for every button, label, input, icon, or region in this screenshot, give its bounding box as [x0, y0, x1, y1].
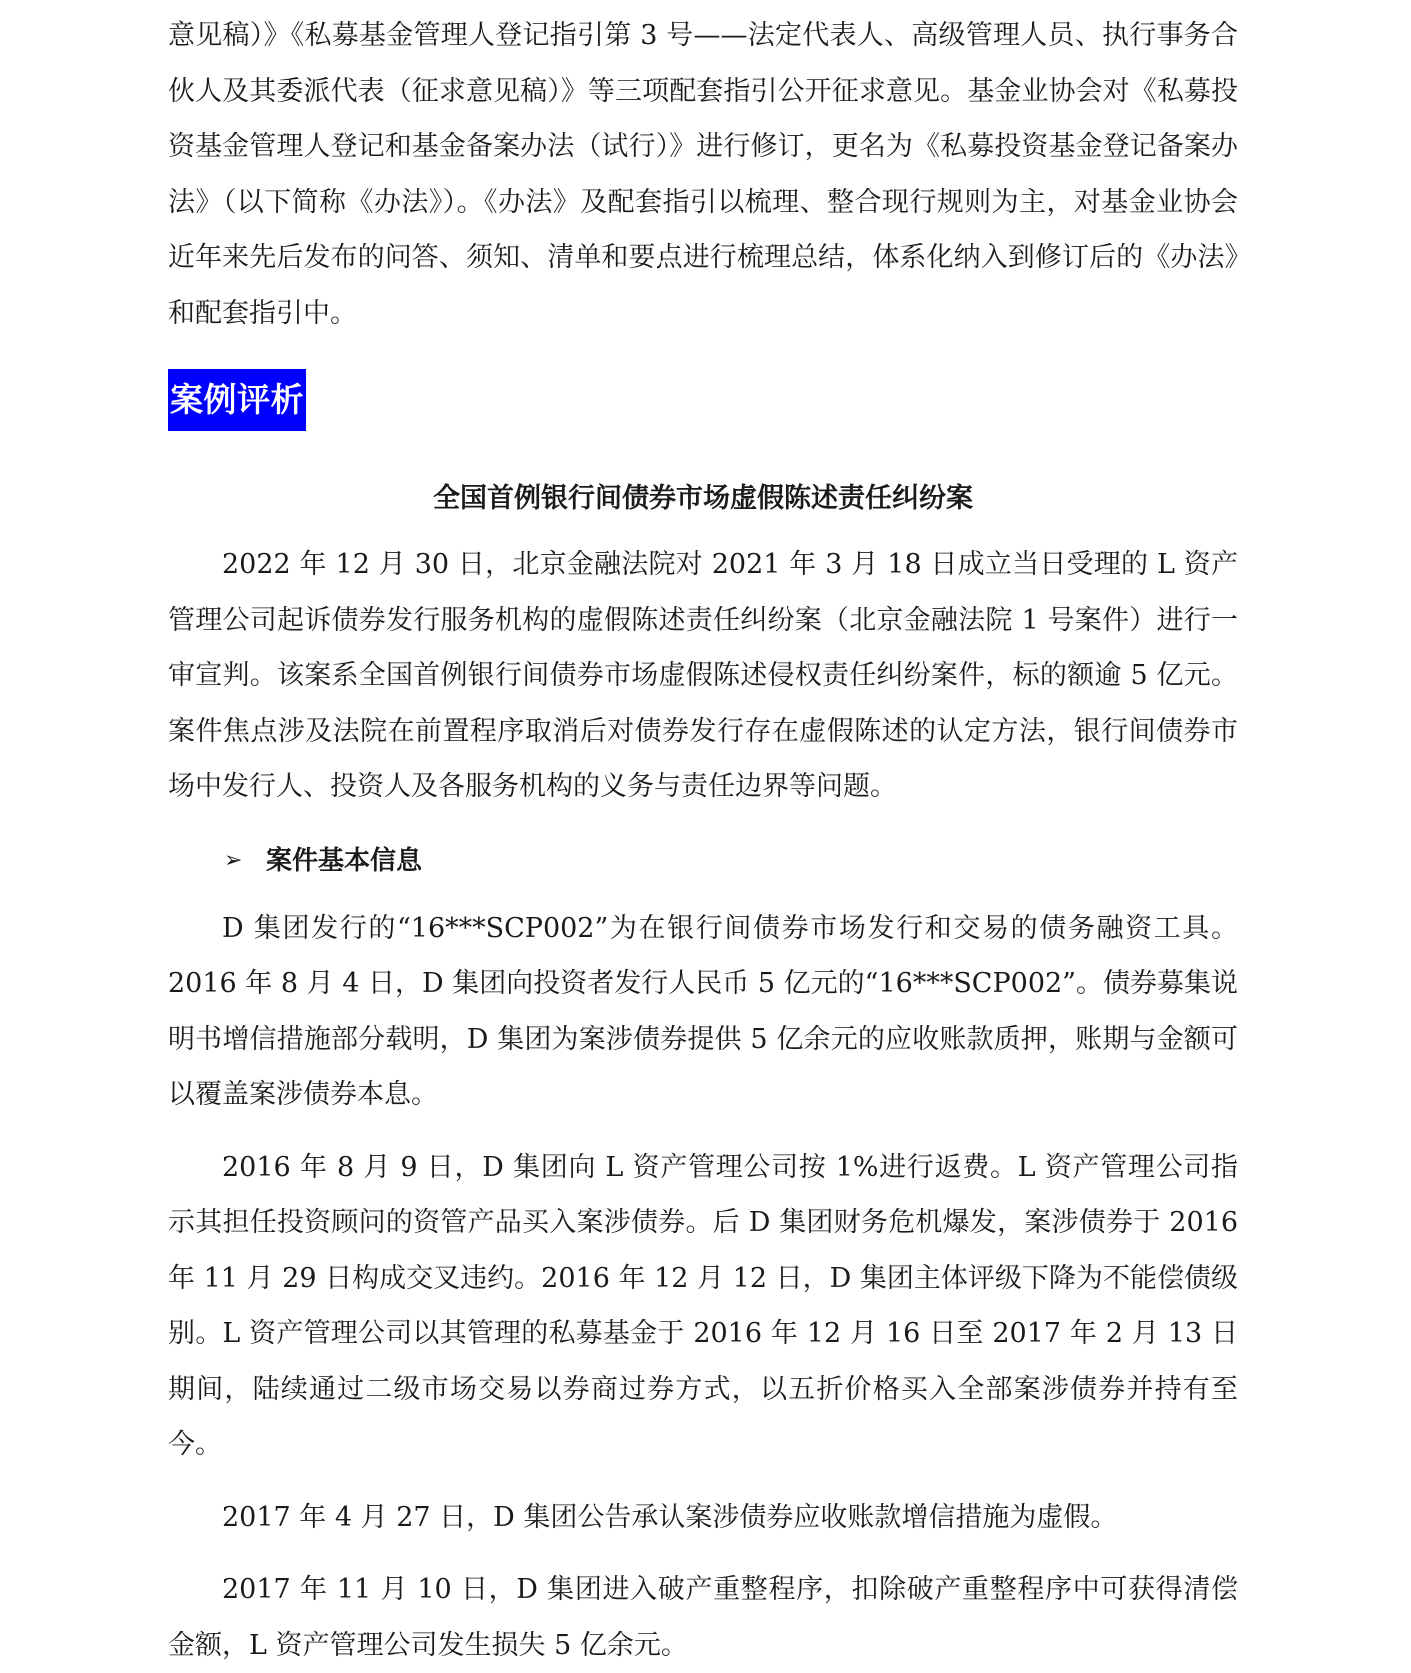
arrow-bullet-icon: ➢: [224, 847, 243, 873]
document-page: [168, 8, 1238, 1673]
fact-paragraph-4: 2017 年 11 月 10 日，D 集团进入破产重整程序，扣除破产重整程序中可获得清偿金额，L 资产管理公司发生损失 5 亿余元。: [168, 1574, 1238, 1661]
fact-paragraph-2: 2016 年 8 月 9 日，D 集团向 L 资产管理公司按 1%进行返费。L 资产管理公司指示其担任投资顾问的资管产品买入案涉债券。后 D 集团财务危机爆发，案涉债券于 2016 年 11 月 29 日构成交叉违约。2016 年 12 月 12 日，D 集团主体评级下降为不能偿债级别。L 资产管理公司以其管理的私募基金于 2016 年 12 月 16 日至 2017 年 2 月 13 日期间，陆续通过二级市场交易以券商过券方式，以五折价格买入全部案涉债券并持有至今。: [168, 1151, 1238, 1460]
fact-paragraph-3: 2017 年 4 月 27 日，D 集团公告承认案涉债券应收账款增信措施为虚假。: [222, 1501, 1118, 1533]
case-title: 全国首例银行间债券市场虚假陈述责任纠纷案: [433, 483, 973, 514]
case-intro-paragraph: 2022 年 12 月 30 日，北京金融法院对 2021 年 3 月 18 日成立当日受理的 L 资产管理公司起诉债券发行服务机构的虚假陈述责任纠纷案（北京金融法院 1 号案件）进行一审宣判。该案系全国首例银行间债券市场虚假陈述侵权责任纠纷案件，标的额逾 5 亿元。案件焦点涉及法院在前置程序取消后对债券发行存在虚假陈述的认定方法，银行间债券市场中发行人、投资人及各服务机构的义务与责任边界等问题。: [168, 549, 1238, 802]
intro-paragraph: 意见稿）》《私募基金管理人登记指引第 3 号——法定代表人、高级管理人员、执行事务合伙人及其委派代表（征求意见稿）》等三项配套指引公开征求意见。基金业协会对《私募投资基金管理人登记和基金备案办法（试行）》进行修订，更名为《私募投资基金登记备案办法》（以下简称《办法》）。《办法》及配套指引以梳理、整合现行规则为主，对基金业协会近年来先后发布的问答、须知、清单和要点进行梳理总结，体系化纳入到修订后的《办法》和配套指引中。: [168, 20, 1238, 329]
fact-paragraph-1: D 集团发行的“16***SCP002”为在银行间债券市场发行和交易的债务融资工具。2016 年 8 月 4 日，D 集团向投资者发行人民币 5 亿元的“16***SCP002”。债券募集说明书增信措施部分载明，D 集团为案涉债券提供 5 亿余元的应收账款质押，账期与金额可以覆盖案涉债券本息。: [168, 912, 1238, 1110]
subhead-basic-info: [224, 838, 1238, 884]
subhead-label: 案件基本信息: [266, 845, 423, 876]
section-label-case-analysis: 案例评析: [168, 369, 306, 431]
